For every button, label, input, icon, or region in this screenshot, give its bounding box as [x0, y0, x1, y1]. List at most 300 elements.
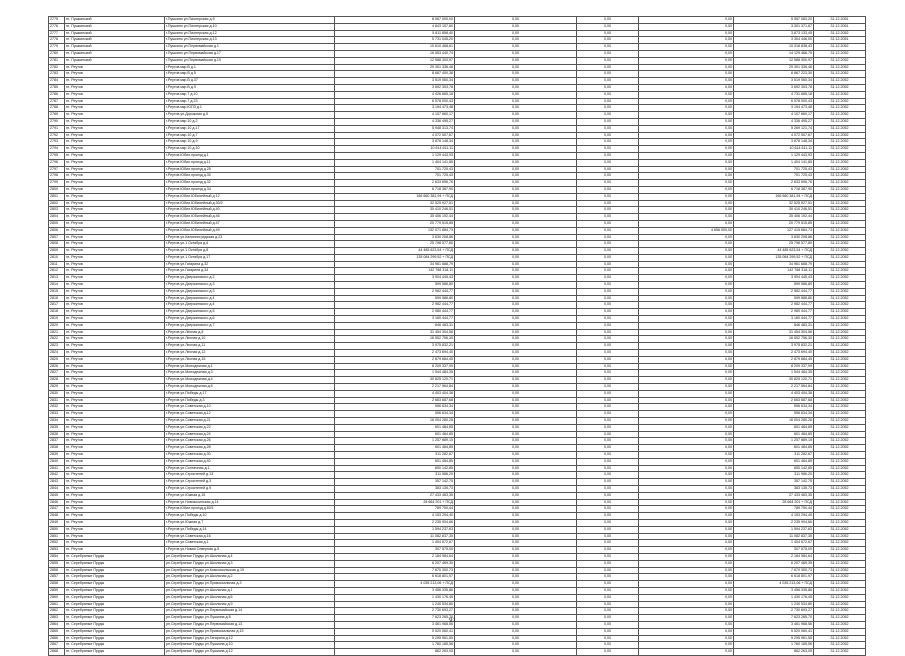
cell-municipality: гп. Реутов: [65, 105, 165, 112]
cell-address: г.Реутов ул.Дзержинского д.2: [165, 275, 335, 282]
table-row: [49, 445, 866, 452]
cell-municipality: гп. Реутов: [65, 316, 165, 323]
cell-fund-local: 0,00: [639, 526, 734, 533]
table-row: [49, 105, 866, 112]
cell-fund-owners: 1 544 484,35: [734, 370, 814, 377]
cell-fund-owners: 4 336 495,27: [734, 118, 814, 125]
cell-fund-federal: 0,00: [455, 479, 577, 486]
cell-fund-regional: 0,00: [577, 418, 639, 425]
cell-deadline: 31.12.2052: [814, 397, 866, 404]
cell-row-number: 2806: [49, 227, 65, 234]
cell-municipality: гп. Реутов: [65, 472, 165, 479]
cell-fund-local: 0,00: [639, 615, 734, 622]
cell-fund-local: 0,00: [639, 635, 734, 642]
cell-municipality: гп. Серебряные Пруды: [65, 642, 165, 649]
cell-fund-regional: 0,00: [577, 533, 639, 540]
cell-municipality: гп. Реутов: [65, 343, 165, 350]
table-row: [49, 350, 866, 357]
cell-row-number: 2837: [49, 438, 65, 445]
cell-deadline: 31.12.2052: [814, 152, 866, 159]
cell-fund-owners: 32 525 927,51: [734, 200, 814, 207]
cell-address: г.Реутов ул.1 Октября д.6: [165, 241, 335, 248]
cell-total-cost: 3 160 444,77: [335, 316, 455, 323]
cell-deadline: 31.12.2052: [814, 193, 866, 200]
cell-total-cost: 12 588 300,97: [335, 57, 455, 64]
cell-address: рп.Серебряные Пруды ул.Школьная д.1: [165, 587, 335, 594]
cell-row-number: 2859: [49, 587, 65, 594]
cell-total-cost: 2 879 684,45: [335, 356, 455, 363]
cell-fund-local: 0,00: [639, 214, 734, 221]
cell-row-number: 2868: [49, 649, 65, 656]
table-row: [49, 139, 866, 146]
cell-fund-local: 0,00: [639, 288, 734, 295]
cell-fund-local: 0,00: [639, 322, 734, 329]
cell-total-cost: 1 257 889,15: [335, 438, 455, 445]
cell-fund-local: 0,00: [639, 445, 734, 452]
cell-municipality: гп. Реутов: [65, 214, 165, 221]
cell-fund-owners: 142 768 318,11: [734, 268, 814, 275]
table-row: [49, 166, 866, 173]
cell-deadline: 31.12.2052: [814, 241, 866, 248]
cell-fund-local: 0,00: [639, 377, 734, 384]
cell-fund-regional: 0,00: [577, 71, 639, 78]
cell-deadline: 31.12.2052: [814, 492, 866, 499]
table-row: [49, 418, 866, 425]
cell-fund-owners: 5 557 083,20: [734, 17, 814, 24]
cell-deadline: 31.12.2052: [814, 214, 866, 221]
cell-address: рп.Серебряные Пруды ул.Пушкина д.12: [165, 649, 335, 656]
cell-row-number: 2780: [49, 50, 65, 57]
cell-fund-regional: 0,00: [577, 200, 639, 207]
cell-deadline: 31.12.2052: [814, 628, 866, 635]
cell-fund-federal: 0,00: [455, 322, 577, 329]
cell-fund-local: 0,00: [639, 581, 734, 588]
cell-fund-owners: 127 415 684,73: [734, 227, 814, 234]
table-row: [49, 628, 866, 635]
cell-fund-federal: 0,00: [455, 241, 577, 248]
cell-deadline: 31.12.2052: [814, 499, 866, 506]
cell-row-number: 2802: [49, 200, 65, 207]
cell-municipality: гп. Реутов: [65, 200, 165, 207]
cell-deadline: 31.12.2052: [814, 540, 866, 547]
cell-fund-federal: 0,00: [455, 397, 577, 404]
cell-row-number: 2840: [49, 458, 65, 465]
cell-fund-federal: 0,00: [455, 458, 577, 465]
cell-fund-federal: 0,00: [455, 615, 577, 622]
cell-deadline: 31.12.2052: [814, 404, 866, 411]
cell-municipality: гп. Реутов: [65, 234, 165, 241]
cell-fund-owners: 5 520 060,41: [734, 628, 814, 635]
cell-deadline: 31.12.2052: [814, 98, 866, 105]
cell-fund-regional: 0,00: [577, 458, 639, 465]
cell-fund-federal: 0,00: [455, 30, 577, 37]
cell-address: г.Реутов ул.Победы д.10: [165, 513, 335, 520]
cell-fund-owners: 135 084 299,52 + ПСД: [734, 254, 814, 261]
cell-total-cost: 8 209 337,99: [335, 363, 455, 370]
cell-deadline: 31.12.2052: [814, 431, 866, 438]
cell-fund-federal: 0,00: [455, 316, 577, 323]
cell-fund-local: 0,00: [639, 363, 734, 370]
cell-address: г.Реутов ул.Строителей д.3: [165, 479, 335, 486]
cell-total-cost: 6 578 000,43: [335, 98, 455, 105]
cell-fund-federal: 0,00: [455, 227, 577, 234]
cell-fund-local: 0,00: [639, 431, 734, 438]
cell-fund-federal: 0,00: [455, 288, 577, 295]
cell-total-cost: 5 948 313,74: [335, 125, 455, 132]
cell-address: г.Реутов ул.Строителей д.9: [165, 485, 335, 492]
cell-address: г.Реутов ул.Советская д.24: [165, 431, 335, 438]
cell-fund-owners: 8 867 223,30: [734, 71, 814, 78]
cell-deadline: 31.12.2052: [814, 254, 866, 261]
cell-fund-federal: 0,00: [455, 64, 577, 71]
table-row: [49, 214, 866, 221]
cell-row-number: 2820: [49, 322, 65, 329]
cell-total-cost: 4 035 213,06 + ПСД: [335, 581, 455, 588]
cell-fund-regional: 0,00: [577, 241, 639, 248]
cell-fund-federal: 0,00: [455, 452, 577, 459]
cell-fund-federal: 0,00: [455, 642, 577, 649]
cell-address: г.Реутов ул.Гагарина д.32: [165, 261, 335, 268]
table-row: [49, 533, 866, 540]
cell-fund-local: 0,00: [639, 384, 734, 391]
cell-fund-federal: 0,00: [455, 282, 577, 289]
cell-municipality: гп. Реутов: [65, 125, 165, 132]
cell-fund-owners: 3 878 148,34: [734, 139, 814, 146]
cell-fund-owners: 4 035 213,06 + ПСД: [734, 581, 814, 588]
cell-deadline: 31.12.2052: [814, 560, 866, 567]
cell-deadline: 31.12.2052: [814, 329, 866, 336]
cell-deadline: 31.12.2052: [814, 465, 866, 472]
cell-fund-owners: 357 142,75: [734, 479, 814, 486]
cell-address: г.Реутов ул.Молодежная д.1: [165, 363, 335, 370]
table-row: [49, 574, 866, 581]
cell-fund-regional: 0,00: [577, 499, 639, 506]
cell-total-cost: 2 982 444,77: [335, 288, 455, 295]
cell-row-number: 2819: [49, 316, 65, 323]
cell-row-number: 2776: [49, 23, 65, 30]
cell-fund-federal: 0,00: [455, 98, 577, 105]
cell-municipality: гп. Реутов: [65, 384, 165, 391]
cell-address: г.Реутов ул.Дзержинского д.7: [165, 322, 335, 329]
cell-fund-federal: 0,00: [455, 17, 577, 24]
cell-fund-local: 0,00: [639, 139, 734, 146]
cell-total-cost: 311 282,67: [335, 452, 455, 459]
cell-address: г.Реутов ул.Дзержинского д.3: [165, 282, 335, 289]
cell-row-number: 2826: [49, 363, 65, 370]
cell-municipality: гп. Реутов: [65, 445, 165, 452]
cell-total-cost: 8 067 000,00: [335, 17, 455, 24]
cell-address: г.Пушкино ул.Первомайская д.19: [165, 57, 335, 64]
cell-fund-owners: 1 404 141,85: [734, 159, 814, 166]
table-row: [49, 193, 866, 200]
cell-total-cost: 32 525 927,51: [335, 200, 455, 207]
cell-deadline: 31.12.2052: [814, 615, 866, 622]
cell-fund-owners: 311 282,67: [734, 452, 814, 459]
cell-address: г.Реутов ул.Дзержинского д.6: [165, 316, 335, 323]
cell-row-number: 2787: [49, 98, 65, 105]
register-table: [48, 16, 866, 656]
cell-row-number: 2791: [49, 125, 65, 132]
cell-fund-federal: 0,00: [455, 139, 577, 146]
cell-address: рп.Серебряные Пруды ул.Первомайская д.13: [165, 621, 335, 628]
cell-fund-local: 0,00: [639, 44, 734, 51]
cell-deadline: 31.12.2052: [814, 350, 866, 357]
cell-fund-federal: 0,00: [455, 472, 577, 479]
cell-fund-owners: 34 961 688,79: [734, 261, 814, 268]
cell-total-cost: 4 843 157,60: [335, 23, 455, 30]
cell-deadline: 31.12.2052: [814, 268, 866, 275]
cell-address: г.Реутов Юбил.проезд д.25: [165, 166, 335, 173]
cell-fund-owners: 2 663 687,68: [734, 397, 814, 404]
cell-total-cost: 5 520 060,41: [335, 628, 455, 635]
cell-fund-local: 0,00: [639, 506, 734, 513]
cell-row-number: 2858: [49, 581, 65, 588]
cell-fund-regional: 0,00: [577, 445, 639, 452]
cell-row-number: 2813: [49, 275, 65, 282]
cell-address: г.Пушкино ул.Пионерская д.12: [165, 30, 335, 37]
cell-municipality: гп. Реутов: [65, 248, 165, 255]
cell-row-number: 2864: [49, 621, 65, 628]
cell-address: г.Реутов мкр.В д.5: [165, 71, 335, 78]
cell-total-cost: 4 153 294,40: [335, 513, 455, 520]
cell-fund-federal: 0,00: [455, 193, 577, 200]
cell-municipality: гп. Реутов: [65, 132, 165, 139]
cell-deadline: 31.12.2052: [814, 594, 866, 601]
cell-fund-regional: 0,00: [577, 139, 639, 146]
cell-fund-owners: 4 731 665,18: [734, 91, 814, 98]
cell-row-number: 2842: [49, 472, 65, 479]
cell-deadline: 31.12.2052: [814, 200, 866, 207]
cell-row-number: 2801: [49, 193, 65, 200]
cell-fund-federal: 0,00: [455, 418, 577, 425]
cell-row-number: 2829: [49, 384, 65, 391]
table-row: [49, 390, 866, 397]
cell-total-cost: 601 484,85: [335, 424, 455, 431]
cell-row-number: 2827: [49, 370, 65, 377]
table-row: [49, 356, 866, 363]
cell-fund-regional: 0,00: [577, 594, 639, 601]
cell-address: г.Реутов ул.Победы д.17: [165, 390, 335, 397]
cell-fund-owners: 599 586,80: [734, 282, 814, 289]
cell-fund-local: 0,00: [639, 105, 734, 112]
cell-total-cost: 3 975 832,21: [335, 343, 455, 350]
cell-fund-owners: 2 633 696,76: [734, 180, 814, 187]
cell-total-cost: 3 194 473,48: [335, 105, 455, 112]
cell-fund-federal: 0,00: [455, 594, 577, 601]
cell-fund-regional: 0,00: [577, 635, 639, 642]
cell-fund-federal: 0,00: [455, 186, 577, 193]
cell-address: г.Реутов ул.1 Октября д.17: [165, 254, 335, 261]
table-row: [49, 275, 866, 282]
cell-row-number: 2798: [49, 173, 65, 180]
cell-fund-regional: 0,00: [577, 214, 639, 221]
table-row: [49, 268, 866, 275]
cell-fund-owners: 601 484,85: [734, 431, 814, 438]
table-row: [49, 479, 866, 486]
cell-fund-regional: 0,00: [577, 302, 639, 309]
cell-fund-regional: 0,00: [577, 336, 639, 343]
cell-fund-regional: 0,00: [577, 424, 639, 431]
cell-total-cost: 4 072 507,67: [335, 132, 455, 139]
cell-fund-federal: 0,00: [455, 112, 577, 119]
cell-total-cost: 25 798 577,80: [335, 241, 455, 248]
table-row: [49, 506, 866, 513]
cell-fund-owners: 383 135,73: [734, 485, 814, 492]
cell-fund-regional: 0,00: [577, 479, 639, 486]
cell-total-cost: 601 484,85: [335, 445, 455, 452]
cell-fund-local: 0,00: [639, 268, 734, 275]
cell-address: рп.Серебряные Пруды ул.Привокзальная д.3: [165, 581, 335, 588]
cell-address: г.Реутов ул.Дорожная д.5: [165, 112, 335, 119]
cell-fund-federal: 0,00: [455, 336, 577, 343]
cell-row-number: 2824: [49, 350, 65, 357]
cell-fund-regional: 0,00: [577, 492, 639, 499]
cell-address: г.Реутов ул.Советская д.22: [165, 424, 335, 431]
cell-municipality: гп. Серебряные Пруды: [65, 649, 165, 656]
cell-municipality: гп. Серебряные Пруды: [65, 567, 165, 574]
cell-fund-local: 0,00: [639, 64, 734, 71]
table-row: [49, 71, 866, 78]
cell-fund-federal: 0,00: [455, 295, 577, 302]
cell-address: г.Реутов Юбил.Юбилейный д.12: [165, 193, 335, 200]
cell-row-number: 2865: [49, 628, 65, 635]
cell-fund-owners: 789 750,44: [734, 506, 814, 513]
cell-fund-owners: 4 107 660,17: [734, 112, 814, 119]
cell-deadline: 31.12.2052: [814, 180, 866, 187]
cell-row-number: 2856: [49, 567, 65, 574]
cell-deadline: 31.12.2052: [814, 506, 866, 513]
cell-total-cost: 357 142,75: [335, 479, 455, 486]
cell-fund-regional: 0,00: [577, 350, 639, 357]
cell-municipality: гп. Реутов: [65, 78, 165, 85]
table-row: [49, 50, 866, 57]
cell-municipality: гп. Реутов: [65, 540, 165, 547]
cell-fund-owners: 556 634,34: [734, 404, 814, 411]
cell-deadline: 31.12.2052: [814, 91, 866, 98]
cell-fund-regional: 0,00: [577, 581, 639, 588]
cell-fund-federal: 0,00: [455, 587, 577, 594]
cell-row-number: 2822: [49, 336, 65, 343]
cell-total-cost: 142 768 318,11: [335, 268, 455, 275]
cell-fund-owners: 1 129 443,93: [734, 152, 814, 159]
cell-fund-owners: 6 207 469,35: [734, 560, 814, 567]
table-row: [49, 411, 866, 418]
table-row: [49, 30, 866, 37]
cell-address: рп.Серебряные Пруды ул.Школьная д.3: [165, 560, 335, 567]
table-row: [49, 302, 866, 309]
cell-row-number: 2816: [49, 295, 65, 302]
cell-total-cost: 166 660 381,94 + ПСД: [335, 193, 455, 200]
table-row: [49, 397, 866, 404]
cell-fund-local: 0,00: [639, 404, 734, 411]
cell-total-cost: 556 634,34: [335, 411, 455, 418]
cell-fund-local: 0,00: [639, 356, 734, 363]
cell-row-number: 2853: [49, 547, 65, 554]
cell-address: рп.Серебряные Пруды ул.Первомайская д.14: [165, 608, 335, 615]
cell-address: г.Реутов Юбил.проезд д.30: [165, 173, 335, 180]
cell-fund-regional: 0,00: [577, 295, 639, 302]
cell-total-cost: 789 750,44: [335, 506, 455, 513]
table-row: [49, 343, 866, 350]
table-row: [49, 458, 866, 465]
cell-fund-local: 0,00: [639, 350, 734, 357]
cell-fund-local: 0,00: [639, 207, 734, 214]
cell-address: г.Реутов ул.Советская д.28: [165, 445, 335, 452]
cell-fund-owners: 14 129 466,75: [734, 50, 814, 57]
cell-municipality: гп. Реутов: [65, 329, 165, 336]
cell-total-cost: 601 484,85: [335, 458, 455, 465]
cell-fund-owners: 12 588 300,97: [734, 57, 814, 64]
cell-address: г.Реутов мкр.10 д.9: [165, 139, 335, 146]
cell-address: г.Реутов ул.Молодежная д.4: [165, 377, 335, 384]
cell-row-number: 2803: [49, 207, 65, 214]
cell-fund-federal: 0,00: [455, 71, 577, 78]
cell-total-cost: 1 760 185,56: [335, 642, 455, 649]
cell-row-number: 2799: [49, 180, 65, 187]
cell-row-number: 2854: [49, 553, 65, 560]
page-number: 91: [449, 618, 456, 624]
cell-fund-local: 0,00: [639, 608, 734, 615]
table-row: [49, 78, 866, 85]
cell-total-cost: 599 586,80: [335, 282, 455, 289]
cell-total-cost: 6 207 469,35: [335, 560, 455, 567]
cell-fund-owners: 2 217 564,84: [734, 384, 814, 391]
cell-fund-regional: 0,00: [577, 642, 639, 649]
cell-fund-federal: 0,00: [455, 91, 577, 98]
cell-total-cost: 44 485 623,54 + ПСД: [335, 248, 455, 255]
cell-fund-regional: 0,00: [577, 207, 639, 214]
cell-fund-federal: 0,00: [455, 424, 577, 431]
cell-deadline: 31.12.2052: [814, 125, 866, 132]
cell-deadline: 31.12.2052: [814, 438, 866, 445]
cell-municipality: гп. Реутов: [65, 254, 165, 261]
cell-fund-federal: 0,00: [455, 343, 577, 350]
cell-municipality: гп. Реутов: [65, 363, 165, 370]
cell-fund-regional: 0,00: [577, 343, 639, 350]
cell-fund-regional: 0,00: [577, 628, 639, 635]
cell-fund-federal: 0,00: [455, 390, 577, 397]
cell-row-number: 2804: [49, 214, 65, 221]
cell-total-cost: 2 663 687,68: [335, 397, 455, 404]
cell-deadline: 31.12.2052: [814, 390, 866, 397]
table-row: [49, 295, 866, 302]
cell-municipality: гп. Реутов: [65, 268, 165, 275]
cell-fund-local: 0,00: [639, 309, 734, 316]
cell-municipality: гп. Пушкинский: [65, 50, 165, 57]
cell-fund-federal: 0,00: [455, 581, 577, 588]
cell-fund-local: 0,00: [639, 241, 734, 248]
cell-row-number: 2789: [49, 112, 65, 119]
cell-fund-local: 0,00: [639, 621, 734, 628]
cell-fund-regional: 0,00: [577, 275, 639, 282]
cell-fund-federal: 0,00: [455, 84, 577, 91]
cell-total-cost: 701 725,43: [335, 173, 455, 180]
cell-fund-owners: 601 484,85: [734, 424, 814, 431]
cell-row-number: 2782: [49, 64, 65, 71]
cell-total-cost: 2 982 444,77: [335, 302, 455, 309]
table-row: [49, 220, 866, 227]
cell-fund-federal: 0,00: [455, 254, 577, 261]
cell-fund-local: 0,00: [639, 567, 734, 574]
cell-fund-federal: 0,00: [455, 649, 577, 656]
cell-fund-regional: 0,00: [577, 513, 639, 520]
cell-total-cost: 846 483,31: [335, 322, 455, 329]
cell-municipality: гп. Реутов: [65, 288, 165, 295]
table-row: [49, 282, 866, 289]
cell-fund-federal: 0,00: [455, 628, 577, 635]
cell-address: г.Реутов Юбил.проезд д.11: [165, 159, 335, 166]
cell-fund-regional: 0,00: [577, 98, 639, 105]
